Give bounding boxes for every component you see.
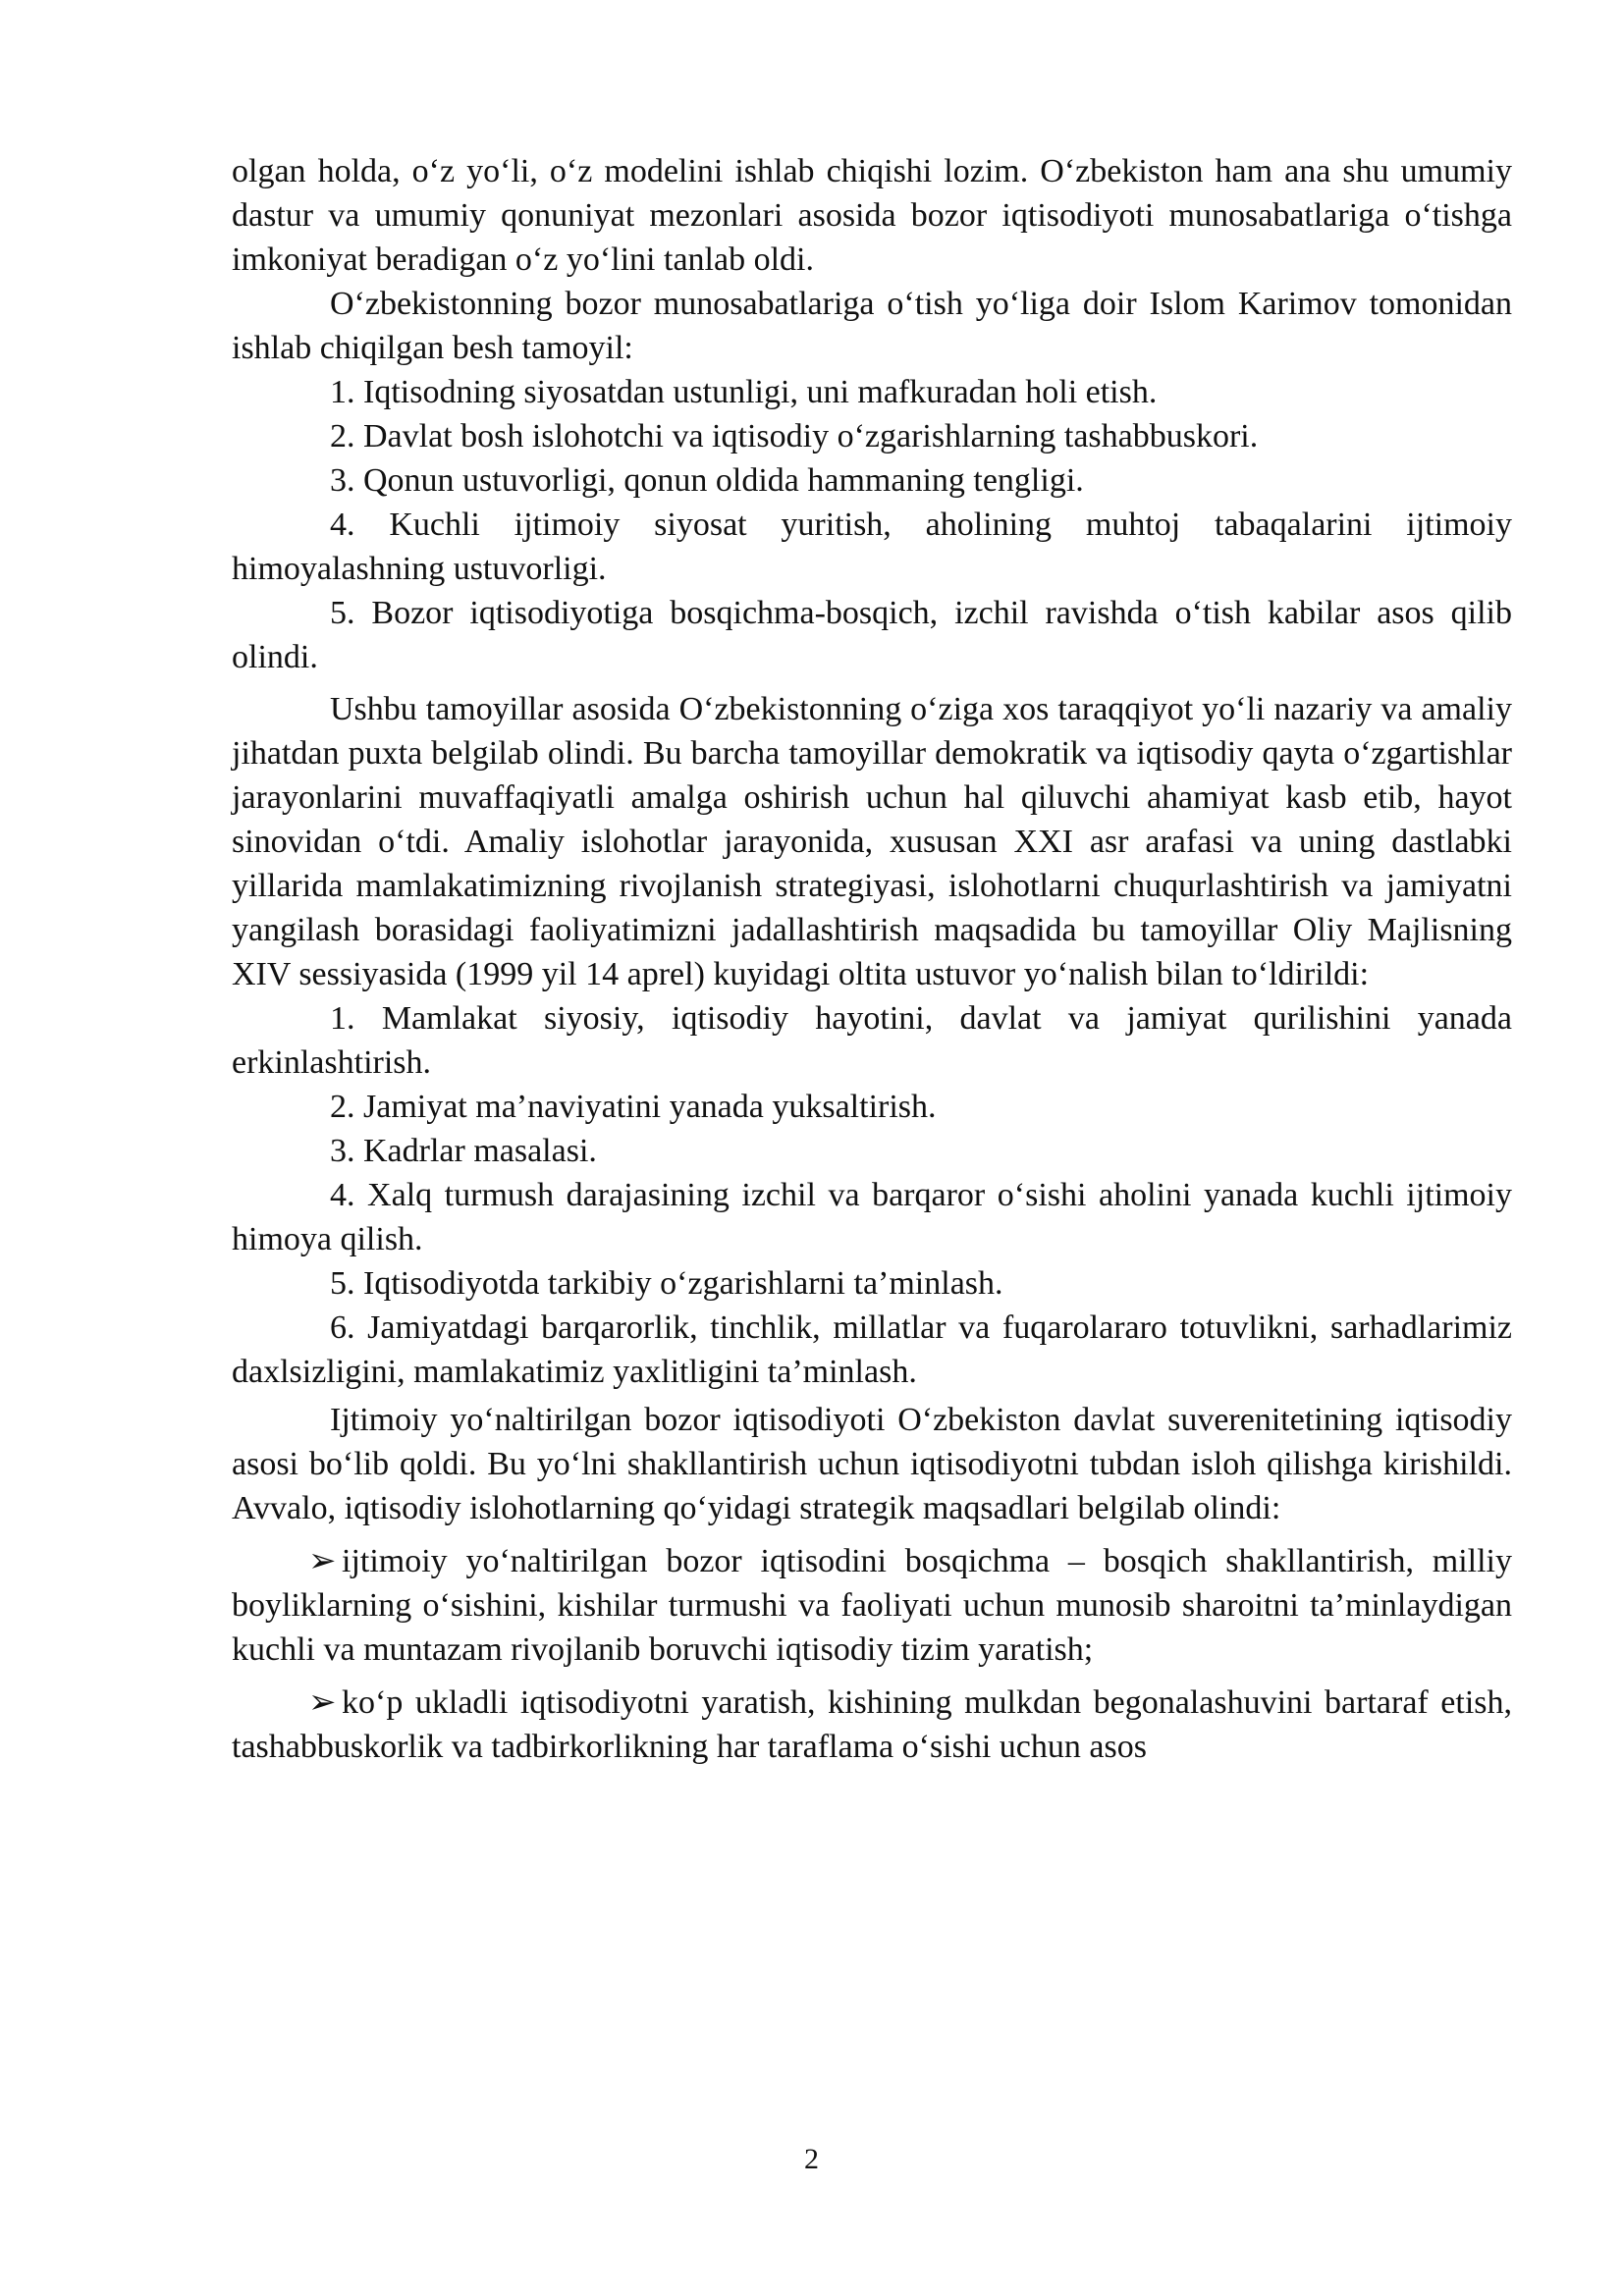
arrow-bullet-icon: ➢ — [308, 1684, 337, 1721]
page-number: 2 — [804, 2143, 819, 2175]
priority-item-4: 4. Xalq turmush darajasining izchil va barqaror o‘sishi aholini yanada kuchli ijtimoiy himoya qilish. — [232, 1177, 1512, 1257]
paragraph-strategic-goals: Ijtimoiy yo‘naltirilgan bozor iqtisodiyoti O‘zbekiston davlat suverenitetining iqtisodiy asosi bo‘lib qoldi. Bu yo‘lni shakllantirish uchun iqtisodiyotni tubdan isloh qilishga kirishildi. Avvalo, iqtisodiy islohotlarning qo‘yidagi strategik maqsadlari belgilab olindi: — [232, 1402, 1512, 1526]
bullet-item-2-text: ko‘p ukladli iqtisodiyotni yaratish, kishining mulkdan begonalashuvini bartaraf etish, tashabbuskorlik va tadbirkorlikning har taraflama o‘sishi uchun asos — [232, 1684, 1512, 1765]
priority-item-6: 6. Jamiyatdagi barqarorlik, tinchlik, millatlar va fuqarolararo totuvlikni, sarhadlarimiz daxlsizligini, mamlakatimiz yaxlitligini ta’minlash. — [232, 1309, 1512, 1390]
principle-item-4: 4. Kuchli ijtimoiy siyosat yuritish, aholining muhtoj tabaqalarini ijtimoiy himoyalashning ustuvorligi. — [232, 507, 1512, 587]
document-body — [232, 149, 1512, 1769]
priority-item-5: 5. Iqtisodiyotda tarkibiy o‘zgarishlarni ta’minlash. — [330, 1265, 1003, 1302]
principle-item-2: 2. Davlat bosh islohotchi va iqtisodiy o‘zgarishlarning tashabbuskori. — [330, 418, 1259, 454]
bullet-item-1 — [232, 1539, 1512, 1672]
paragraph-continuation: olgan holda, o‘z yo‘li, o‘z modelini ishlab chiqishi lozim. O‘zbekiston ham ana shu umumiy dastur va umumiy qonuniyat mezonlari asosida bozor iqtisodiyoti munosabatlariga o‘tishga imkoniyat beradigan o‘z yo‘lini tanlab oldi. — [232, 153, 1512, 278]
principle-item-5: 5. Bozor iqtisodiyotiga bosqichma-bosqich, izchil ravishda o‘tish kabilar asos qilib olindi. — [232, 595, 1512, 675]
priority-item-1: 1. Mamlakat siyosiy, iqtisodiy hayotini, davlat va jamiyat qurilishini yanada erkinlashtirish. — [232, 1000, 1512, 1081]
paragraph-principles-summary: Ushbu tamoyillar asosida O‘zbekistonning o‘ziga xos taraqqiyot yo‘li nazariy va amaliy jihatdan puxta belgilab olindi. Bu barcha tamoyillar demokratik va iqtisodiy qayta o‘zgartishlar jarayonlarini muvaffaqiyatli amalga oshirish uchun hal qiluvchi ahamiyat kasb etib, hayot sinovidan o‘tdi. Amaliy islohotlar jarayonida, xususan XXI asr arafasi va uning dastlabki yillarida mamlakatimizning rivojlanish strategiyasi, islohotlarni chuqurlashtirish va jamiyatni yangilash borasidagi faoliyatimizni jadallashtirish maqsadida bu tamoyillar Oliy Majlisning XIV sessiyasida (1999 yil 14 aprel) kuyidagi oltita ustuvor yo‘nalish bilan to‘ldirildi: — [232, 691, 1512, 992]
paragraph-principles-intro: O‘zbekistonning bozor munosabatlariga o‘tish yo‘liga doir Islom Karimov tomonidan ishlab chiqilgan besh tamoyil: — [232, 286, 1512, 366]
principle-item-1: 1. Iqtisodning siyosatdan ustunligi, uni mafkuradan holi etish. — [330, 374, 1158, 410]
priority-item-3: 3. Kadrlar masalasi. — [330, 1133, 597, 1169]
principle-item-3: 3. Qonun ustuvorligi, qonun oldida hammaning tengligi. — [330, 462, 1084, 499]
bullet-item-1-text: ijtimoiy yo‘naltirilgan bozor iqtisodini bosqichma – bosqich shakllantirish, milliy boyliklarning o‘sishini, kishilar turmushi va faoliyati uchun munosib sharoitni ta’minlaydigan kuchli va muntazam rivojlanib boruvchi iqtisodiy tizim yaratish; — [232, 1543, 1512, 1668]
arrow-bullet-icon: ➢ — [308, 1543, 337, 1579]
priority-item-2: 2. Jamiyat ma’naviyatini yanada yuksaltirish. — [330, 1089, 937, 1125]
bullet-item-2 — [232, 1681, 1512, 1769]
